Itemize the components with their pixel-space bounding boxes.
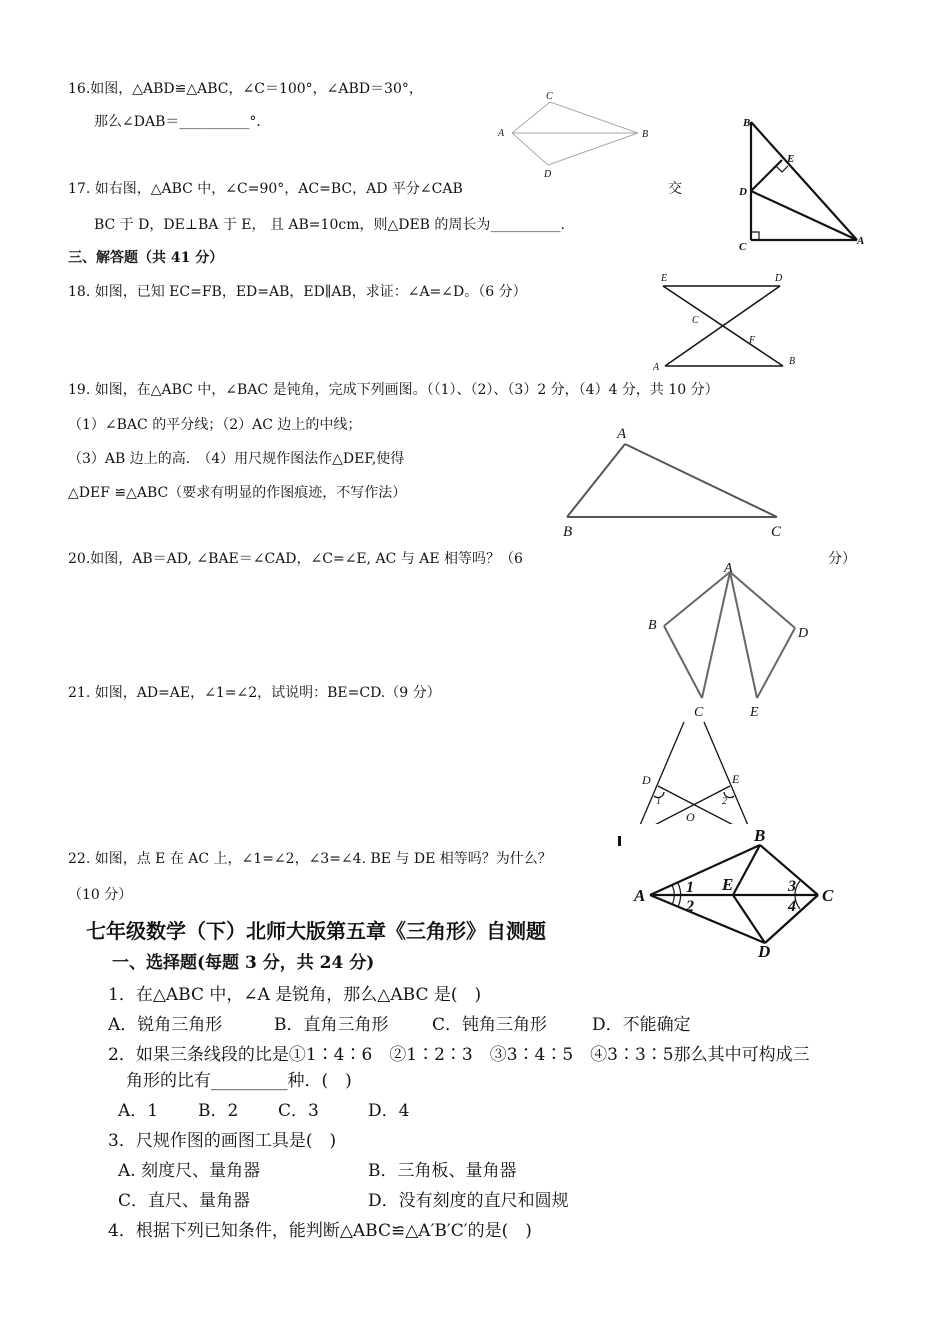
q4-stem: 4．根据下列已知条件，能判断△ABC≌△A′B′C′的是( ) [108, 1221, 532, 1241]
q1-stem: 1．在△ABC 中，∠A 是锐角，那么△ABC 是( ) [108, 985, 482, 1005]
q22-line1: 22. 如图，点 E 在 AC 上，∠1=∠2，∠3=∠4. BE 与 DE 相等吗？为什么？ [68, 851, 552, 867]
q17-answer-blank[interactable]: __________ [490, 217, 561, 233]
fig19-label: C [771, 524, 782, 540]
q2-stem: 2．如果三条线段的比是①1∶4∶6 ②1∶2∶3 ③3∶4∶5 ④3∶3∶5那么其中可构成三 [108, 1045, 810, 1065]
fig18-label: F [749, 335, 756, 346]
q1-option-c[interactable]: C．钝角三角形 [432, 1015, 548, 1035]
q16-end: °． [249, 114, 271, 130]
figure-q22 [630, 825, 840, 965]
section3-heading: 三、解答题（共 41 分） [68, 250, 224, 266]
q1-option-b[interactable]: B．直角三角形 [274, 1015, 389, 1035]
fig18-label: A [653, 362, 660, 373]
q17-line1: 17. 如右图，△ABC 中，∠C=90°，AC=BC，AD 平分∠CAB [68, 181, 463, 197]
q2-option-a[interactable]: A．1 [118, 1101, 159, 1121]
fig17-label: E [787, 153, 795, 165]
q16-answer-blank[interactable]: __________ [179, 114, 250, 130]
q21-text: 21. 如图，AD=AE，∠1=∠2，试说明：BE=CD.（9 分） [68, 685, 441, 701]
fig16-label: D [544, 169, 552, 180]
fig16-label: A [498, 128, 505, 139]
fig21-label: 2 [722, 796, 727, 807]
fig21-label: E [732, 772, 740, 786]
fig22-label: 3 [788, 878, 796, 895]
fig20-label: B [648, 618, 657, 633]
fig16-label: C [546, 91, 553, 102]
fig22-label: 2 [686, 898, 694, 915]
fig21-label: 1 [656, 796, 661, 807]
fig18-label: E [661, 273, 668, 284]
q18-text: 18. 如图，已知 EC=FB，ED=AB，ED∥AB，求证：∠A=∠D。（6 分） [68, 284, 527, 300]
fig22-label: A [634, 886, 646, 905]
q16-line1: 16.如图，△ABD≌△ABC，∠C＝100°，∠ABD＝30°， [68, 81, 423, 97]
q2-stem-cont: 角形的比有 [126, 1071, 211, 1091]
q19-line3: （3）AB 边上的高. （4）用尺规作图法作△DEF,使得 [68, 451, 405, 467]
fig22-label: D [758, 942, 771, 961]
fig19-label: B [563, 524, 573, 540]
q2-line2 [126, 1070, 352, 1092]
q1-option-a[interactable]: A．锐角三角形 [108, 1015, 223, 1035]
q17-stem: BC 于 D，DE⊥BA 于 E， 且 AB=10cm，则△DEB 的周长为 [94, 217, 491, 233]
q2-option-c[interactable]: C．3 [278, 1101, 319, 1121]
q3-option-c[interactable]: C．直尺、量角器 [118, 1191, 251, 1211]
figure-q20 [640, 558, 825, 723]
fig22-label: 4 [788, 898, 796, 915]
q2-end: 种．( ) [287, 1071, 352, 1091]
q19-line4: △DEF ≌△ABC（要求有明显的作图痕迹，不写作法） [68, 485, 407, 501]
figure-q19 [555, 422, 795, 542]
q3-option-d[interactable]: D．没有刻度的直尺和圆规 [368, 1191, 569, 1211]
q16-stem: 那么∠DAB＝ [94, 114, 180, 130]
q1-option-d[interactable]: D．不能确定 [592, 1015, 691, 1035]
fig21-label: D [642, 773, 651, 787]
figure-q17 [735, 110, 875, 255]
fig17-label: C [739, 241, 747, 253]
fig21-label: O [686, 810, 695, 824]
fig17-label: B [743, 117, 751, 129]
fig22-label: 1 [686, 879, 694, 896]
q19-line1: 19. 如图，在△ABC 中，∠BAC 是钝角，完成下列画图。（（1）、（2）、（3）2 分，（4）4 分，共 10 分） [68, 382, 719, 398]
q22-line2: （10 分） [68, 887, 133, 903]
fig19-label: A [617, 426, 627, 442]
q17-line2 [94, 216, 565, 234]
q2-answer-blank[interactable]: _________ [211, 1071, 288, 1091]
q16-line2 [94, 113, 270, 131]
q3-stem: 3．尺规作图的画图工具是( ) [108, 1131, 337, 1151]
fig17-label: A [857, 235, 865, 247]
fig17-label: D [739, 186, 747, 198]
fig22-label: B [754, 826, 766, 845]
section1-heading: 一、选择题(每题 3 分，共 24 分) [112, 953, 375, 973]
fig18-label: C [692, 315, 699, 326]
fig18-label: D [775, 273, 783, 284]
q2-option-b[interactable]: B．2 [198, 1101, 239, 1121]
q17-end: . [560, 217, 565, 233]
q20-line1-cont: 分） [828, 551, 856, 567]
fig22-label: E [722, 875, 734, 894]
fig18-label: B [789, 356, 796, 367]
q3-option-b[interactable]: B．三角板、量角器 [368, 1161, 517, 1181]
fig22-label: C [822, 886, 834, 905]
q20-line1: 20.如图，AB＝AD, ∠BAE＝∠CAD，∠C=∠E, AC 与 AE 相等吗？（6 [68, 551, 523, 567]
q3-option-a[interactable]: A. 刻度尺、量角器 [118, 1161, 261, 1181]
fig16-label: B [642, 129, 649, 140]
figure-q18 [645, 268, 810, 378]
q17-line1-cont: 交 [668, 181, 682, 197]
fig20-label: D [798, 626, 809, 641]
figure-q16 [490, 85, 660, 180]
fig20-label: C [694, 705, 704, 720]
q2-option-d[interactable]: D．4 [368, 1101, 410, 1121]
fig20-label: E [750, 705, 759, 720]
page-title: 七年级数学（下）北师大版第五章《三角形》自测题 [86, 919, 546, 943]
fig20-label: A [724, 561, 733, 576]
q19-line2: （1）∠BAC 的平分线；（2）AC 边上的中线； [68, 417, 362, 433]
